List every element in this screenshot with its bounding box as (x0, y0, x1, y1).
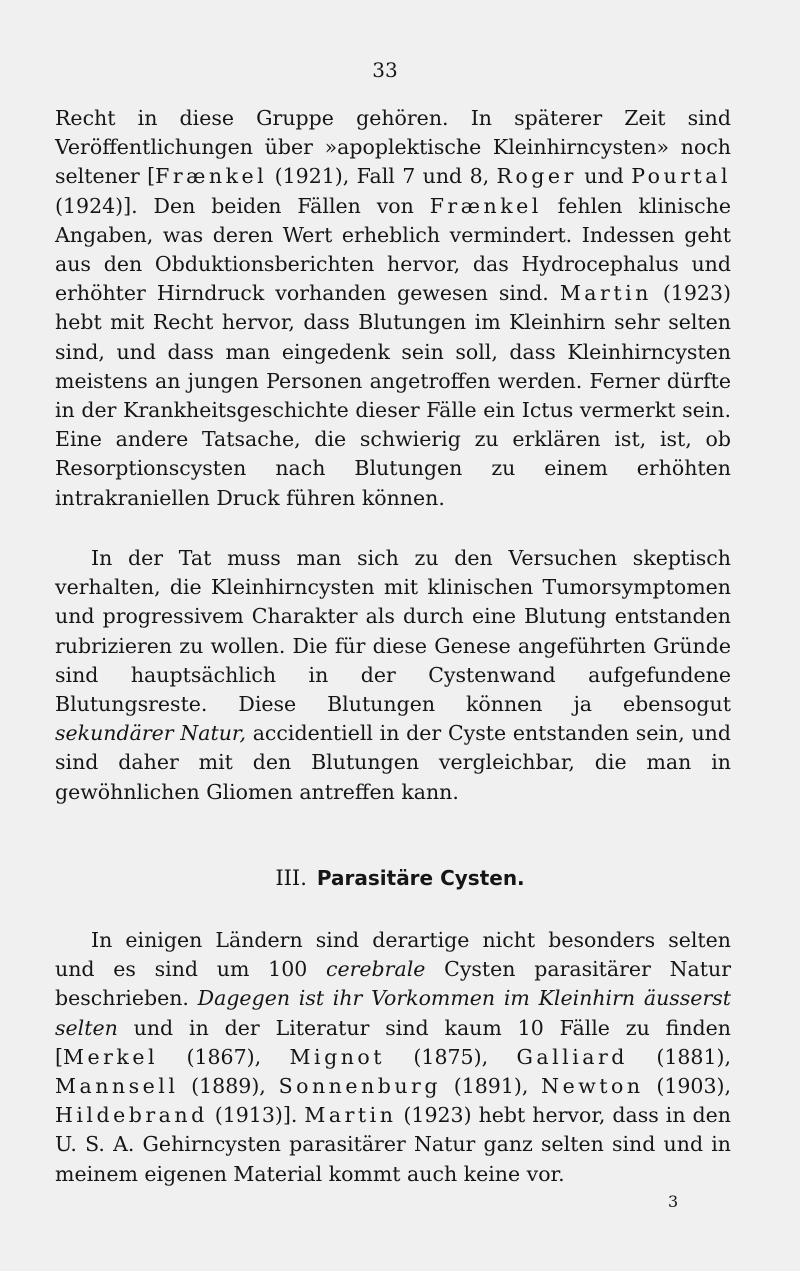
emphasis-text: sekundärer Natur, (55, 721, 246, 746)
text-run: (1923) hebt hervor, dass in den U. S. A. Gehirncysten parasitärer Natur ganz selten sind und in meinem eigenen Material kommt auch keine vor. (55, 1103, 731, 1186)
section-heading (0, 866, 800, 890)
author-name: Frænkel (429, 193, 542, 218)
text-run: und in der Literatur sind kaum 10 Fälle zu finden [ (55, 1015, 731, 1069)
text-run: (1875), (385, 1044, 517, 1069)
section-title: Parasitäre Cysten. (316, 866, 525, 890)
text-run: und (576, 164, 632, 189)
emphasis-text: Dagegen ist ihr Vorkommen im Kleinhirn äusserst selten (55, 986, 731, 1040)
text-run: fehlen klinische Angaben, was deren Wert erheblich vermindert. Indessen geht aus den Obduktionsberichten hervor, das Hydrocephalus und erhöhter Hirndruck vorhanden gewesen sind. (55, 193, 731, 306)
text-run: (1867), (158, 1044, 290, 1069)
text-run: In der Tat muss man sich zu den Versuchen skeptisch verhalten, die Kleinhirncysten mit klinischen Tumorsymptomen und progressivem Charakter als durch eine Blutung entstanden rubrizieren zu wollen. Die für diese Genese angeführten Gründe sind hauptsächlich in der Cystenwand aufgefundene Blutungsreste. Diese Blutungen können ja ebensogut (55, 546, 731, 717)
text-run: Cysten parasitärer Natur beschrieben. (55, 957, 731, 1011)
author-name: Mannsell (55, 1074, 179, 1099)
author-name: Mignot (289, 1044, 385, 1069)
author-name: Merkel (63, 1044, 159, 1069)
text-run: (1923) hebt mit Recht hervor, dass Blutungen im Kleinhirn sehr selten sind, und dass man eingedenk sein soll, dass Kleinhirncysten meistens an jungen Personen angetroffen werden. Ferner dürfte in der Krankheitsgeschichte dieser Fälle ein Ictus vermerkt sein. Eine andere Tatsache, die schwierig zu erklären ist, ist, ob Resorptionscysten nach Blutungen zu einem erhöhten intrakraniellen Druck führen können. (55, 281, 731, 510)
author-name: Hildebrand (55, 1103, 208, 1128)
paragraph-text (55, 926, 731, 1189)
section-number: III. (275, 866, 307, 890)
paragraph-skeptical (55, 544, 731, 807)
text-run: (1903), (643, 1074, 732, 1099)
author-name: Galliard (516, 1044, 628, 1069)
author-name: Martin (304, 1103, 397, 1128)
paragraph-text (55, 544, 731, 807)
text-run: (1913)]. (207, 1103, 305, 1128)
author-name: Roger (496, 164, 577, 189)
text-run: accidentiell in der Cyste entstanden sein, und sind daher mit den Blutungen vergleichbar, die man in gewöhnlichen Gliomen antreffen kann. (55, 721, 731, 804)
text-run: (1889), (178, 1074, 279, 1099)
author-name: Martin (559, 281, 652, 306)
text-run: (1924)]. Den beiden Fällen von (55, 193, 430, 218)
text-run: (1881), (627, 1044, 732, 1069)
text-run: In einigen Ländern sind derartige nicht besonders selten und es sind um 100 (55, 928, 731, 982)
author-name: Newton (541, 1074, 644, 1099)
signature-mark: 3 (668, 1192, 679, 1211)
paragraph-apoplectic-cysts (55, 104, 731, 513)
emphasis-text: cerebrale (326, 957, 426, 982)
author-name: Sonnenburg (278, 1074, 441, 1099)
page-number: 33 (372, 58, 398, 82)
text-run: (1921), Fall 7 und 8, (267, 164, 497, 189)
author-name: Frænkel (155, 164, 268, 189)
text-run: Recht in diese Gruppe gehören. In späterer Zeit sind Veröffentlichungen über »apoplektische Kleinhirncysten» noch seltener [ (55, 106, 731, 189)
author-name: Pourtal (631, 164, 732, 189)
text-run: (1891), (440, 1074, 542, 1099)
paragraph-parasitic-cysts (55, 926, 731, 1189)
paragraph-text (55, 104, 731, 513)
